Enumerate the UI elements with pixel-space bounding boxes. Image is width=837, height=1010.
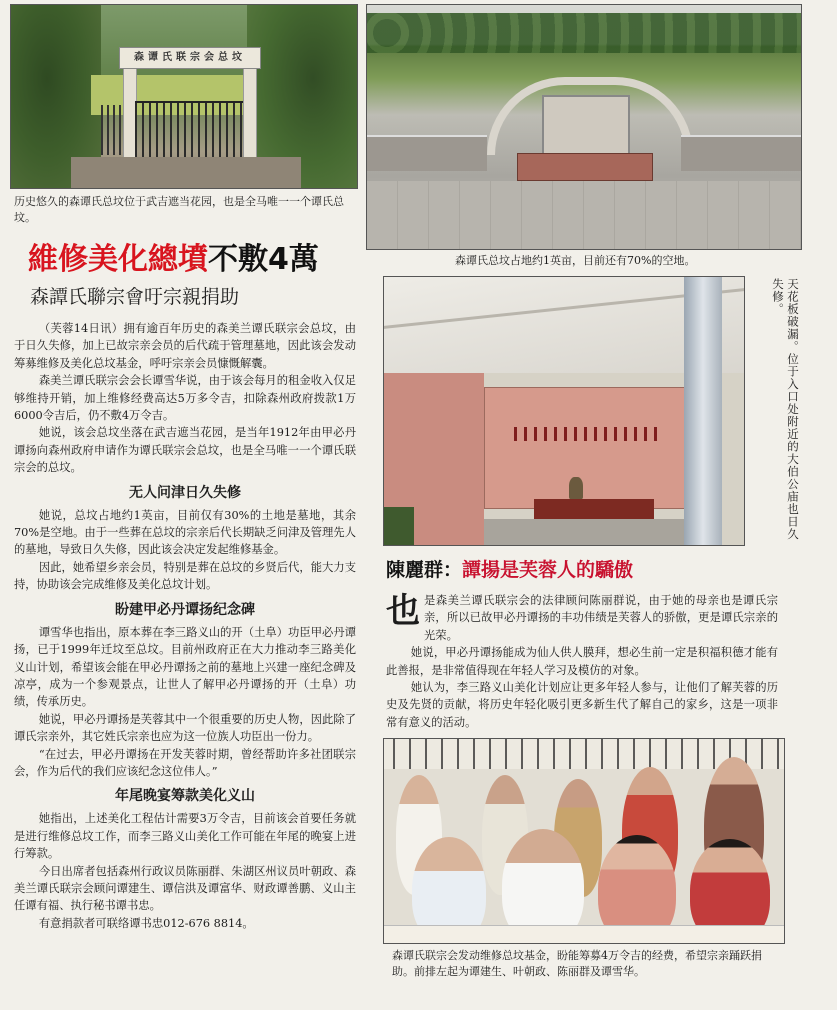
shrine-floor	[484, 519, 684, 545]
article2-paragraph: 是森美兰谭氏联宗会的法律顾问陈丽群说，由于她的母亲也是谭氏宗亲，所以已故甲必丹谭扬的丰功伟绩是芙蓉人的骄傲，更是谭氏宗亲的光荣。	[424, 594, 778, 642]
article1-paragraph: 她说，甲必丹谭扬是芙蓉其中一个很重要的历史人物，因此除了谭氏宗亲外，其它姓氏宗亲也应为这一位族人功臣出一份力。	[14, 712, 356, 744]
shrine-altar-table	[534, 499, 654, 519]
section-title-neglect: 无人问津日久失修	[129, 484, 241, 501]
tree-line	[367, 13, 801, 53]
article1-paragraph: 森美兰谭氏联宗会会长谭雪华说，由于该会每月的租金收入仅足够维持开销，加上维修经费高达5万多令吉，扣除森州政府拨款1万6000令吉后，仍不敷4万令吉。	[14, 374, 356, 423]
article1-paragraph: （芙蓉14日讯）拥有逾百年历史的森美兰谭氏联宗会总坟，由于日久失修，加上已故宗亲会员的后代疏于管理墓地，因此该会发动筹募维修及美化总坟基金，呼吁宗亲会员慷慨解囊。	[14, 322, 356, 370]
photo-gate-caption: 历史悠久的森谭氏总坟位于武吉遮当花园，也是全马唯一一个谭氏总坟。	[14, 195, 344, 224]
article2-headline-red: 譚揚是芙蓉人的驕傲	[462, 559, 634, 581]
tomb-side-wall-left	[367, 135, 487, 171]
dining-table	[384, 925, 784, 944]
gate-sign-board: 森谭氏联宗会总坟	[119, 47, 261, 69]
tomb-side-wall-right	[681, 135, 801, 171]
article1-paragraph: 因此，她希望乡亲会员，特别是葬在总坟的乡贤后代，能大力支持，协助该会完成维修及美化总坟计划。	[14, 560, 356, 592]
article1-headline-black: 不敷4萬	[208, 242, 319, 277]
article1-subheadline: 森譚氏聯宗會吁宗親捐助	[30, 286, 240, 308]
iron-gate	[135, 101, 243, 161]
deity-statue	[569, 477, 583, 499]
article2-paragraph: 她说，甲必丹谭扬能成为仙人供人膜拜，想必生前一定是积福积德才能有此善报，是非常值得现在年轻人学习及模仿的对象。	[386, 646, 778, 677]
shrine-lattice	[514, 427, 664, 441]
article2-dropcap: 也	[386, 591, 420, 631]
article1-paragraph: 谭雪华也指出，原本葬在李三路义山的开（土阜）功臣甲必丹谭扬，已于1999年迁坟至总坟。目前州政府正在大力推动李三路美化义山计划，希望该会能在甲必丹谭扬之前的墓地上兴建一座纪念碑及凉亭，成为一个参观景点，让世人了解甲必丹谭扬的开（土阜）功绩，传承历史。	[14, 625, 356, 709]
article1-paragraph: “在过去，甲必丹谭扬在开发芙蓉时期，曾经帮助许多社团联宗会，作为后代的我们应该纪念这位伟人。”	[14, 747, 356, 778]
article2-paragraph: 她认为，李三路义山美化计划应让更多年轻人参与，让他们了解芙蓉的历史及先贤的贡献，将历史年轻化吸引更多新生代了解自己的家乡，这是一项非常有意义的活动。	[386, 681, 778, 729]
article2-headline	[386, 557, 633, 583]
section-title-dinner: 年尾晚宴筹款美化义山	[115, 788, 255, 805]
article1-paragraph: 她指出，上述美化工程估计需要3万令吉，目前该会首要任务就是进行维修总坟工作，而李三路义山美化工作可能在年尾的晚宴上进行筹款。	[14, 812, 356, 861]
photo-shrine	[383, 276, 745, 546]
article2-body	[386, 592, 778, 731]
dirt-path	[71, 157, 301, 188]
paved-courtyard	[367, 181, 801, 249]
article1-paragraph: 今日出席者包括森州行政议员陈丽群、朱湖区州议员叶朝政、森美兰谭氏联宗会顾问谭建生、谭信洪及谭富华、财政谭善鹏、义山主任谭有福、执行秘书谭书忠。	[14, 864, 356, 913]
article2-headline-name: 陳麗群：	[386, 559, 463, 581]
article1-body	[14, 320, 356, 932]
photo-tomb	[366, 4, 802, 250]
article1-headline	[28, 241, 319, 279]
gate-post-right	[243, 55, 257, 169]
article1-paragraph: 她说，总坟占地约1英亩，目前仅有30%的土地是墓地，其余70%是空地。由于一些葬在总坟的宗亲后代长期缺乏问津及管理先人的墓地，导致日久失修，因此该会决定发起维修基金。	[14, 508, 356, 557]
photo-group	[383, 738, 785, 944]
tomb-altar	[517, 153, 653, 181]
shrine-pillar	[684, 277, 722, 545]
photo-cemetery-gate	[10, 4, 358, 189]
article1-headline-red: 維修美化總墳	[28, 242, 208, 277]
photo-shrine-caption: 天花板破漏。位于入口处附近的大伯公庙也日久失修。	[771, 278, 800, 541]
photo-group-caption: 森谭氏联宗会发动维修总坟基金，盼能筹募4万令吉的经费，希望宗亲踊跃捐助。前排左起为谭建生、叶朝政、陈丽群及谭雪华。	[392, 949, 762, 978]
tomb-headstone	[542, 95, 630, 159]
article1-contact: 有意捐款者可联络谭书忠012-676 8814。	[38, 916, 254, 930]
fence-left	[101, 105, 123, 155]
shrine-back-wall	[484, 387, 686, 509]
plant-left	[384, 507, 414, 545]
photo-tomb-caption: 森谭氏总坟占地约1英亩，目前还有70%的空地。	[455, 254, 696, 267]
section-title-monument: 盼建甲必丹谭扬纪念碑	[115, 601, 255, 618]
article1-paragraph: 她说，该会总坟坐落在武吉遮当花园，是当年1912年由甲必丹谭扬向森州政府申请作为谭氏联宗会总坟，也是全马唯一一个谭氏联宗会的总坟。	[14, 426, 356, 475]
